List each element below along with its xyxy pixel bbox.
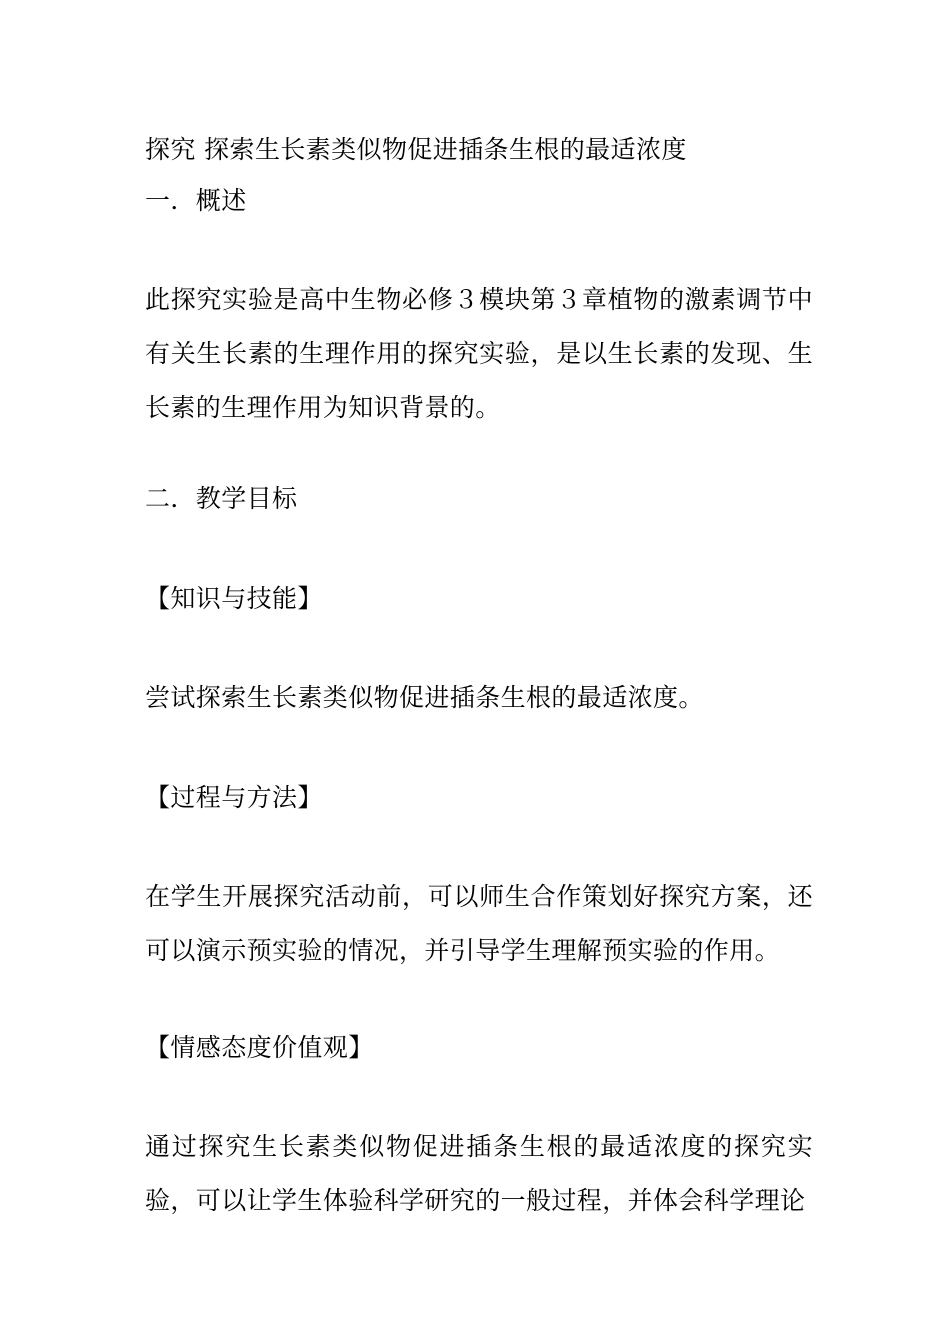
process-methods-paragraph: 在学生开展探究活动前，可以师生合作策划好探究方案，还可以演示预实验的情况，并引导学生理解预实验的作用。 — [145, 882, 813, 965]
subheading-emotion-values: 【情感态度价值观】 — [145, 1033, 374, 1062]
subheading-knowledge-skills: 【知识与技能】 — [145, 584, 323, 613]
section-heading-overview: 一．概述 — [145, 186, 247, 215]
overview-paragraph: 此探究实验是高中生物必修３模块第３章植物的激素调节中有关生长素的生理作用的探究实验，是以生长素的发现、生长素的生理作用为知识背景的。 — [145, 285, 813, 422]
knowledge-skills-paragraph: 尝试探索生长素类似物促进插条生根的最适浓度。 — [145, 683, 704, 712]
document-title: 探究 探索生长素类似物促进插条生根的最适浓度 — [145, 135, 687, 164]
emotion-values-paragraph: 通过探究生长素类似物促进插条生根的最适浓度的探究实验，可以让学生体验科学研究的一般过程，并体会科学理论 — [145, 1132, 813, 1215]
section-heading-teaching-goals: 二．教学目标 — [145, 484, 298, 513]
subheading-process-methods: 【过程与方法】 — [145, 783, 323, 812]
